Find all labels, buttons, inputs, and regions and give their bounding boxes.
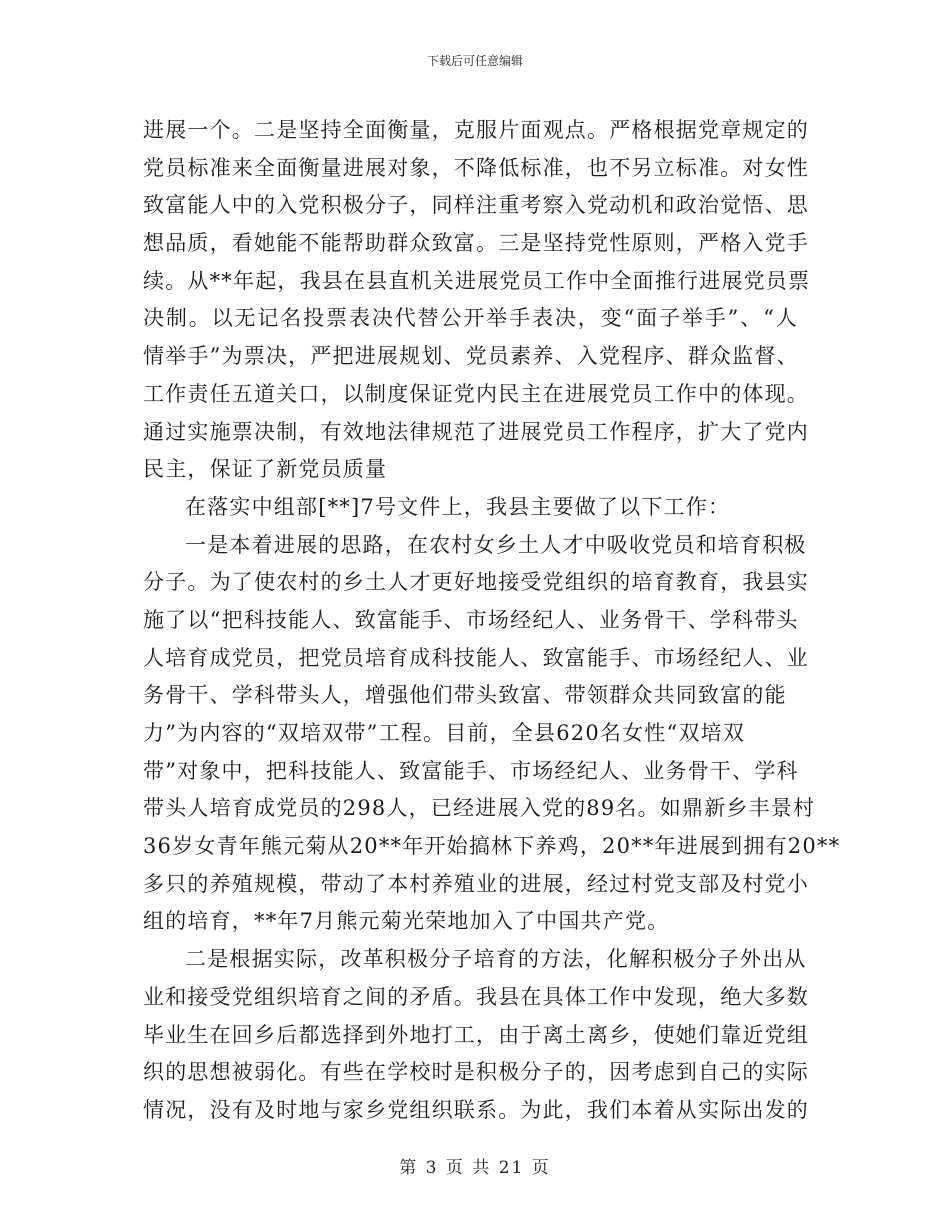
text-line: 工作责任五道关口，以制度保证党内民主在进展党员工作中的体现。 (143, 381, 809, 406)
text-line: 力”为内容的“双培双带”工程。目前，全县620名女性“双培双 (143, 721, 746, 745)
paragraph-start-line: 在落实中组部[**]7号文件上，我县主要做了以下工作： (185, 494, 731, 519)
text-line: 致富能人中的入党积极分子，同样注重考察入党动机和政治觉悟、思 (143, 193, 809, 218)
text-line: 民主，保证了新党员质量 (143, 457, 388, 482)
text-line: 进展一个。二是坚持全面衡量，克服片面观点。严格根据党章规定的 (143, 118, 809, 142)
text-line: 人培育成党员，把党员培育成科技能人、致富能手、市场经纪人、业 (143, 645, 809, 670)
text-line: 通过实施票决制，有效地法律规范了进展党员工作程序，扩大了党内 (143, 419, 809, 444)
text-line: 想品质，看她能不能帮助群众致富。三是坚持党性原则，严格入党手 (143, 231, 809, 256)
text-line: 带”对象中，把科技能人、致富能手、市场经纪人、业务骨干、学科 (143, 758, 799, 783)
text-line: 情举手”为票决，严把进展规划、党员素养、入党程序、群众监督、 (143, 344, 799, 369)
text-line: 施了以“把科技能人、致富能手、市场经纪人、业务骨干、学科带头 (143, 607, 799, 632)
text-line: 务骨干、学科带头人，增强他们带头致富、带领群众共同致富的能 (143, 683, 787, 708)
text-line: 决制。以无记名投票表决代替公开举手表决，变“面子举手”、“人 (143, 306, 798, 331)
text-line: 情况，没有及时地与家乡党组织联系。为此，我们本着从实际出发的 (143, 1097, 809, 1122)
text-line: 36岁女青年熊元菊从20**年开始搞林下养鸡，20**年进展到拥有20** (143, 834, 841, 859)
page-header: 下载后可任意编辑 (426, 54, 523, 68)
text-line: 毕业生在回乡后都选择到外地打工，由于离土离乡，使她们靠近党组 (143, 1022, 809, 1047)
text-line: 织的思想被弱化。有些在学校时是积极分子的，因考虑到自己的实际 (143, 1060, 809, 1085)
text-line: 多只的养殖规模，带动了本村养殖业的进展，经过村党支部及村党小 (143, 871, 809, 896)
document-body (143, 112, 841, 1130)
text-line: 带头人培育成党员的298人，已经进展入党的89名。如鼎新乡丰景村 (143, 796, 816, 821)
text-line: 党员标准来全面衡量进展对象，不降低标准，也不另立标准。对女性 (143, 155, 809, 180)
text-line: 续。从**年起，我县在县直机关进展党员工作中全面推行进展党员票 (143, 268, 811, 293)
text-line: 业和接受党组织培育之间的矛盾。我县在具体工作中发现，绝大多数 (143, 984, 809, 1009)
text-line: 分子。为了使农村的乡土人才更好地接受党组织的培育教育，我县实 (143, 570, 809, 595)
paragraph-start-line: 二是根据实际，改革积极分子培育的方法，化解积极分子外出从 (185, 947, 807, 972)
paragraph-start-line: 一是本着进展的思路，在农村女乡土人才中吸收党员和培育积极 (185, 532, 807, 557)
text-line: 组的培育，**年7月熊元菊光荣地加入了中国共产党。 (143, 909, 670, 934)
page-footer: 第 3 页 共 21 页 (399, 1158, 551, 1178)
